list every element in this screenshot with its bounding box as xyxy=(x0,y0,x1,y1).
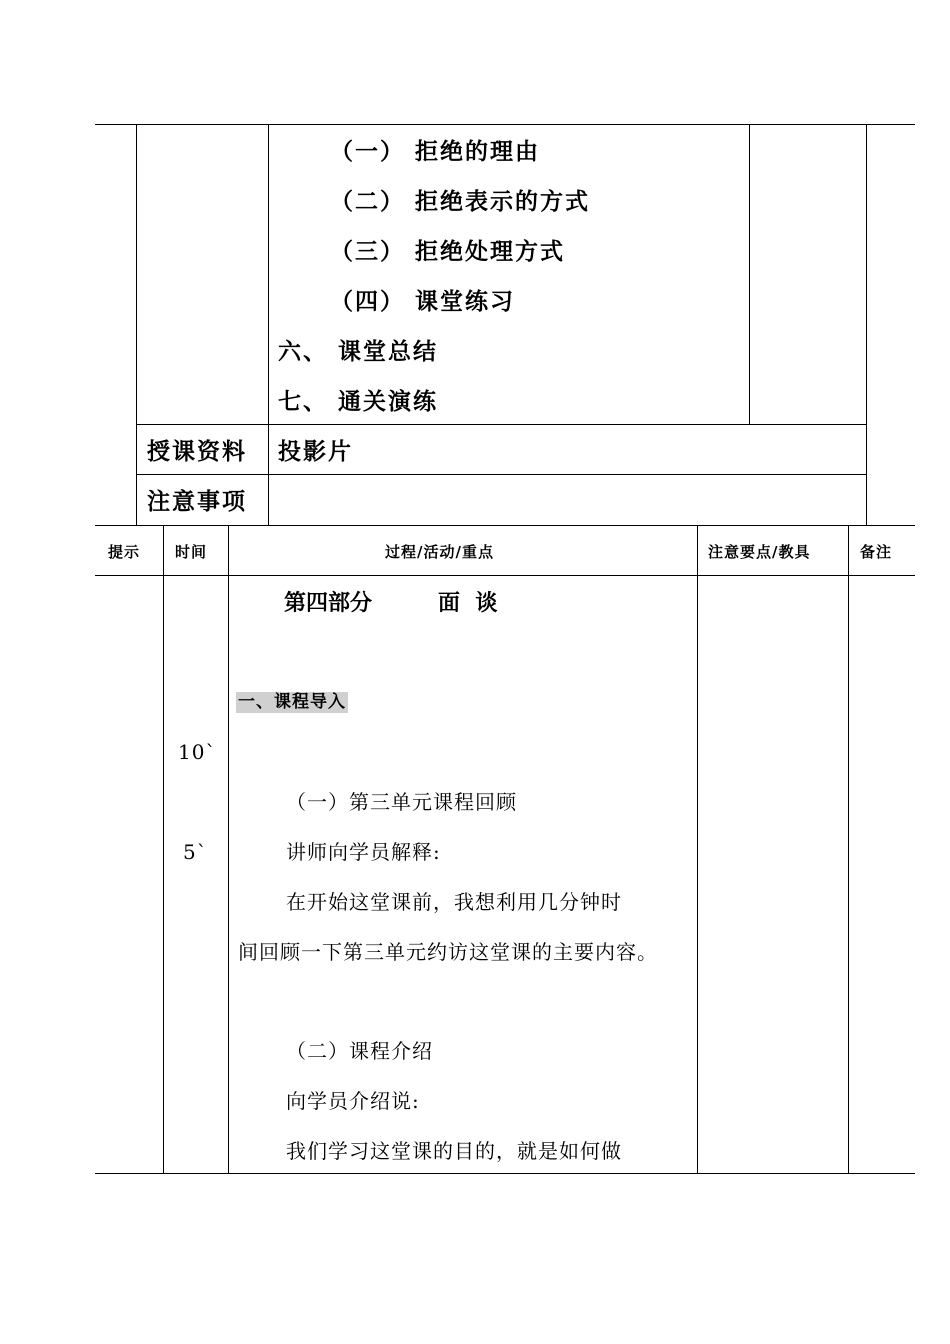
part-title: 第四部分 xyxy=(284,591,373,616)
table2-bottom-border xyxy=(95,1173,915,1174)
subsection-review: （一）第三单元课程回顾 xyxy=(286,790,517,814)
table2-col-divider-4 xyxy=(848,525,849,1174)
section-heading-course-intro: 一、课程导入 xyxy=(238,692,346,712)
outline-item-4: （四） 课堂练习 xyxy=(330,288,516,315)
table1-notes-col-divider xyxy=(749,124,750,424)
outline-item-5: 六、 课堂总结 xyxy=(278,338,439,365)
header-process: 过程/活动/重点 xyxy=(385,543,494,561)
review-intro: 讲师向学员解释: xyxy=(286,840,441,864)
table1-top-border xyxy=(95,124,915,125)
header-remarks: 备注 xyxy=(860,543,893,561)
header-points: 注意要点/教具 xyxy=(708,543,811,561)
table1-row-divider-2 xyxy=(136,474,867,475)
header-hint: 提示 xyxy=(108,543,141,561)
outline-item-6: 七、 通关演练 xyxy=(278,388,439,415)
table1-row-divider-1 xyxy=(136,424,867,425)
table2-top-border xyxy=(95,525,915,526)
part-subtitle: 面 谈 xyxy=(438,591,498,616)
time-value-1: 10` xyxy=(178,740,217,764)
table1-left-border xyxy=(136,124,137,525)
outline-item-1: （一） 拒绝的理由 xyxy=(330,138,541,165)
materials-label: 授课资料 xyxy=(147,438,247,465)
course-intro-lead: 向学员介绍说: xyxy=(286,1089,420,1113)
notes-label: 注意事项 xyxy=(147,488,247,515)
subsection-course-intro: （二）课程介绍 xyxy=(286,1039,433,1063)
materials-value: 投影片 xyxy=(278,438,353,465)
table2-header-divider xyxy=(95,575,915,576)
outline-item-3: （三） 拒绝处理方式 xyxy=(330,238,566,265)
table2-col-divider-3 xyxy=(697,525,698,1174)
header-time: 时间 xyxy=(175,543,208,561)
review-paragraph-line-2: 间回顾一下第三单元约访这堂课的主要内容。 xyxy=(238,940,658,964)
table2-col-divider-1 xyxy=(163,525,164,1174)
review-paragraph-line-1: 在开始这堂课前，我想利用几分钟时 xyxy=(286,890,622,914)
time-value-2: 5` xyxy=(183,840,208,864)
table2-col-divider-2 xyxy=(228,525,229,1174)
course-intro-paragraph-line-1: 我们学习这堂课的目的，就是如何做 xyxy=(286,1139,622,1163)
outline-item-2: （二） 拒绝表示的方式 xyxy=(330,188,591,215)
table1-col-divider xyxy=(268,124,269,525)
table1-right-border xyxy=(866,124,867,525)
